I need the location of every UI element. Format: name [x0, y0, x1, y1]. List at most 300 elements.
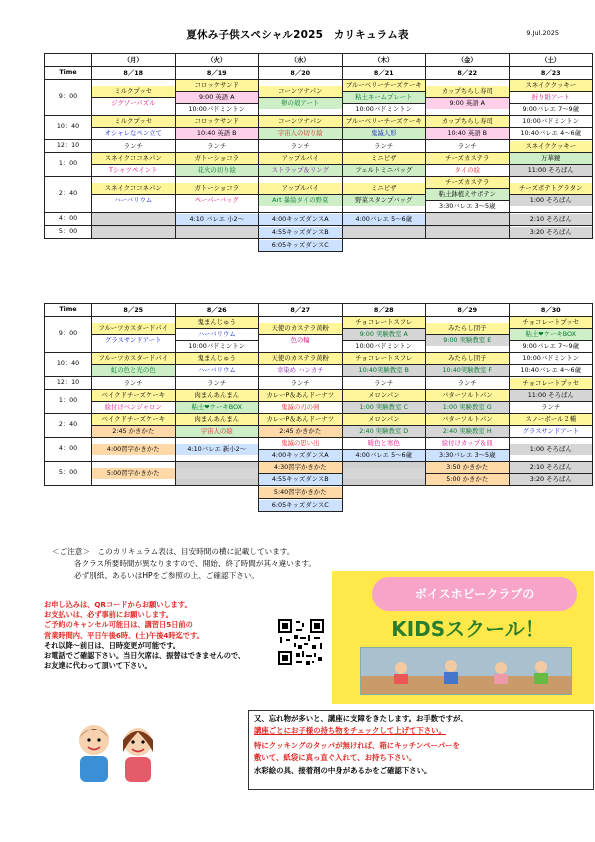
week2-extra-cell — [45, 499, 92, 512]
week2-table — [44, 303, 593, 512]
class-entry: 5:00 かきかた — [426, 473, 509, 485]
class-entry: みたらし団子 — [426, 353, 509, 364]
class-entry: バターソルトパン — [426, 390, 509, 401]
class-entry: 幸染め ハンカチ — [259, 364, 342, 376]
class-entry — [92, 214, 175, 225]
class-entry: 10:00バドミントン — [343, 340, 426, 352]
week2-class-cell — [509, 414, 593, 438]
class-entry: ランチ — [176, 141, 259, 152]
week1-class-cell — [342, 153, 426, 177]
class-entry: スネイククッキー — [510, 141, 593, 152]
week1-date-header: 8／21 — [342, 67, 426, 80]
class-entry — [176, 227, 259, 238]
class-entry: 10:00バドミントン — [343, 103, 426, 115]
week1-class-cell — [175, 116, 259, 140]
week2-class-cell — [426, 438, 510, 462]
class-entry: ランチ — [259, 141, 342, 152]
class-entry: 5:00習字かきかた — [92, 468, 175, 479]
week2-date-header: 8／27 — [259, 304, 343, 317]
week1-class-cell — [509, 80, 593, 116]
class-entry: メロンパン — [343, 414, 426, 425]
week2-time-slot: 5：00 — [45, 462, 92, 486]
week2-time-slot: 1：00 — [45, 390, 92, 414]
class-entry: チョコレートプッセ — [510, 317, 593, 328]
class-entry: 鬼滅の思い出 — [259, 438, 342, 449]
poster-photo — [360, 647, 572, 695]
week1-time-slot: 9：00 — [45, 80, 92, 116]
date-stamp: 9.Jul.2025 — [526, 29, 559, 37]
class-entry: 3:20 そろばん — [510, 473, 593, 485]
week2-date-header: 8／26 — [175, 304, 259, 317]
week1-class-cell — [342, 116, 426, 140]
class-entry: コロッケサンド — [176, 116, 259, 127]
class-entry: 9:00 実験教室 E — [426, 334, 509, 346]
class-entry — [92, 227, 175, 238]
week2-class-cell — [509, 438, 593, 462]
class-entry: ランチ — [426, 378, 509, 389]
class-entry: 野菜スタンプバッグ — [343, 194, 426, 206]
class-entry: 4:55キッズダンスB — [259, 227, 342, 238]
week1-class-cell — [509, 153, 593, 177]
notice-line-2: 各クラス所要時間が異なりますので、開始、終了時間が其々違います。 — [74, 559, 317, 568]
class-entry: 10:40 英語 B — [176, 127, 259, 139]
week2-class-cell — [175, 462, 259, 486]
class-entry: 1:00 そろばん — [510, 444, 593, 455]
week2-extra-cell — [92, 486, 176, 499]
class-entry: チーズカステラ — [426, 153, 509, 164]
week1-class-cell — [426, 153, 510, 177]
apply-line-5: それ以降～前日は、日時変更が可能です。 — [44, 640, 180, 650]
class-entry: 9:00 英語 A — [426, 97, 509, 109]
week2-date-header: 8／25 — [92, 304, 176, 317]
week1-time-slot: 2：40 — [45, 177, 92, 213]
class-entry: 10:00バドミントン — [176, 340, 259, 352]
week2-date-header: 8／29 — [426, 304, 510, 317]
class-entry: 6:05キッズダンスC — [259, 500, 342, 511]
week1-class-cell — [509, 140, 593, 153]
apply-line-3: ご予約のキャンセル可能日は、講習日5日前の — [44, 620, 193, 630]
page-title: 夏休み子供スペシャル2025 カリキュラム表 — [186, 29, 409, 41]
class-entry: ランチ — [343, 378, 426, 389]
classroom-photo-icon — [361, 648, 571, 694]
week1-corner — [45, 54, 92, 67]
class-entry: 粘土❤ケーキBOX — [176, 401, 259, 413]
qr-code-icon[interactable] — [276, 617, 326, 667]
week2-class-cell — [342, 390, 426, 414]
class-entry: 10:40実験教室 F — [426, 364, 509, 376]
class-entry: フェルトミニバッグ — [343, 164, 426, 176]
class-entry — [426, 214, 509, 225]
week2-time-slot: 9：00 — [45, 317, 92, 353]
notice-line-1: ＜ご注意＞ このカリキュラム表は、目安時間の横に記載しています。 — [52, 547, 295, 556]
week2-class-cell — [509, 317, 593, 353]
warning-line-3: 特にクッキングのタッパが無ければ、箱にキッチンペーパーを — [254, 741, 460, 750]
week2-class-cell — [426, 414, 510, 438]
class-entry: 粘土ネームプレート — [343, 91, 426, 103]
class-entry: 11:00 そろばん — [510, 164, 593, 176]
week1-class-cell — [342, 80, 426, 116]
class-entry: 4:00バレエ 5～6歳 — [343, 449, 426, 461]
class-entry: 宇宙人の絵 — [176, 425, 259, 437]
class-entry: チョコレートプッセ — [510, 378, 593, 389]
week2-extra-cell — [342, 499, 426, 512]
week1-time-slot: 12：10 — [45, 140, 92, 153]
class-entry: 1:00 実験教室 C — [343, 401, 426, 413]
class-entry: 10:40バレエ 4～6歳 — [510, 364, 593, 376]
class-entry: カレーP＆あんドーナツ — [259, 390, 342, 401]
week2-extra-cell — [175, 499, 259, 512]
week2-extra-cell — [259, 486, 343, 499]
apply-line-4: 営業時間内、平日午後6時、(土)午後4時迄です。 — [44, 630, 204, 640]
week1-class-cell — [259, 80, 343, 116]
week1-extra-cell — [426, 239, 510, 252]
week1-time-slot: 1：00 — [45, 153, 92, 177]
class-entry: ミニピザ — [343, 153, 426, 164]
week2-class-cell — [426, 377, 510, 390]
week2-class-cell — [259, 438, 343, 462]
class-entry: 3:20 そろばん — [510, 227, 593, 238]
week1-class-cell — [426, 80, 510, 116]
class-entry: 暖色と寒色 — [343, 438, 426, 449]
class-entry: ランチ — [343, 141, 426, 152]
class-entry: 2:10 そろばん — [510, 214, 593, 225]
class-entry: 9:00バレエ 7～9歳 — [510, 103, 593, 115]
week1-class-cell — [175, 213, 259, 226]
class-entry: 2:45 かきかた — [92, 425, 175, 437]
week2-extra-cell — [426, 486, 510, 499]
week1-class-cell — [426, 140, 510, 153]
class-entry: スネイクココネパン — [92, 183, 175, 194]
class-entry: ランチ — [426, 141, 509, 152]
warning-line-5: 水彩絵の具、接着剤の中身があるかをご確認下さい。 — [254, 766, 432, 775]
class-entry: バターソルトパン — [426, 414, 509, 425]
week1-day-header: （月） — [92, 54, 176, 67]
class-entry: ジグゾーパズル — [92, 97, 175, 109]
week2-class-cell — [259, 377, 343, 390]
class-entry: スネイククッキー — [510, 80, 593, 91]
week2-class-cell — [342, 414, 426, 438]
class-entry: 虹の色と光の色 — [92, 364, 175, 376]
class-entry: 粘土❤ケーキBOX — [510, 328, 593, 340]
week2-class-cell — [92, 438, 176, 462]
class-entry: コーンツナパン — [259, 86, 342, 97]
class-entry: 4:00キッズダンスA — [259, 214, 342, 225]
class-entry: ミルクプッセ — [92, 86, 175, 97]
week1-date-header: 8／23 — [509, 67, 593, 80]
class-entry: 宇宙人の切り絵 — [259, 127, 342, 139]
week2-class-cell — [175, 438, 259, 462]
week2-class-cell — [92, 353, 176, 377]
week2-class-cell — [342, 462, 426, 486]
kids-school-poster — [332, 571, 594, 704]
week2-class-cell — [426, 353, 510, 377]
week1-class-cell — [342, 226, 426, 239]
class-entry: ランチ — [259, 378, 342, 389]
week2-class-cell — [426, 390, 510, 414]
class-entry: 10:00バドミントン — [176, 103, 259, 115]
class-entry: スネイクココネパン — [92, 153, 175, 164]
week2-class-cell — [342, 377, 426, 390]
week1-class-cell — [259, 140, 343, 153]
week2-class-cell — [92, 377, 176, 390]
week2-class-cell — [426, 317, 510, 353]
class-entry: 3:30バレエ 3～5歳 — [426, 200, 509, 212]
week1-class-cell — [342, 177, 426, 213]
class-entry: 4:10バレエ 新小2～ — [176, 444, 259, 455]
week1-day-header: （木） — [342, 54, 426, 67]
class-entry: カレーP＆あんドーナツ — [259, 414, 342, 425]
week2-class-cell — [175, 317, 259, 353]
week2-extra-cell — [175, 486, 259, 499]
week2-extra-cell — [342, 486, 426, 499]
week1-table — [44, 53, 593, 252]
week1-time-label: Time — [45, 67, 92, 80]
class-entry: ストラップ＆リング — [259, 164, 342, 176]
class-entry: スノーボール２種 — [510, 414, 593, 425]
week1-class-cell — [509, 213, 593, 226]
class-entry: チーズポテトグラタン — [510, 183, 593, 194]
class-entry: ランチ — [92, 378, 175, 389]
week2-date-header: 8／28 — [342, 304, 426, 317]
class-entry: グラスサンドアート — [92, 334, 175, 346]
class-entry: チョコレートスフレ — [343, 317, 426, 328]
week2-class-cell — [509, 462, 593, 486]
class-entry: アップルパイ — [259, 153, 342, 164]
class-entry: フルーツカスタードパイ — [92, 323, 175, 334]
class-entry: チーズカステラ — [426, 177, 509, 188]
class-entry: みたらし団子 — [426, 323, 509, 334]
class-entry — [343, 227, 426, 238]
week1-time-slot: 4：00 — [45, 213, 92, 226]
class-entry: タイの絵 — [426, 164, 509, 176]
week1-class-cell — [259, 213, 343, 226]
week2-class-cell — [259, 353, 343, 377]
class-entry: 絵付けベンジャロン — [92, 401, 175, 413]
week1-class-cell — [92, 140, 176, 153]
class-entry: 色の輪 — [259, 334, 342, 346]
week1-class-cell — [92, 177, 176, 213]
week1-class-cell — [175, 177, 259, 213]
week1-extra-cell — [342, 239, 426, 252]
class-entry: 4:00バレエ 5～6歳 — [343, 214, 426, 225]
warning-line-2: 講座ごとにお子様の持ち物をチェックして上げて下さい。 — [254, 725, 446, 735]
week2-class-cell — [342, 317, 426, 353]
class-entry: ベイクドチーズケーキ — [92, 414, 175, 425]
week1-class-cell — [92, 80, 176, 116]
week1-class-cell — [259, 226, 343, 239]
children-illustration-icon — [60, 718, 172, 790]
week1-class-cell — [175, 140, 259, 153]
class-entry: ガトーショコラ — [176, 183, 259, 194]
class-entry: ランチ — [176, 378, 259, 389]
class-entry: 9:00 英語 A — [176, 91, 259, 103]
class-entry — [343, 468, 426, 479]
class-entry: 卵の殻アート — [259, 97, 342, 109]
week1-class-cell — [426, 226, 510, 239]
week1-extra-cell — [259, 239, 343, 252]
apply-line-2: お支払いは、必ず事前にお願いします。 — [44, 610, 173, 620]
class-entry: 2:10 そろばん — [510, 462, 593, 473]
poster-headline: KIDSスクール！ — [391, 617, 545, 641]
class-entry: 1:00 そろばん — [510, 194, 593, 206]
week2-class-cell — [92, 462, 176, 486]
class-entry: オシャレなペン立て — [92, 127, 175, 139]
class-entry: 2:40 実験教室 H — [426, 425, 509, 437]
class-entry: 2:45 かきかた — [259, 425, 342, 437]
week1-time-slot: 5：00 — [45, 226, 92, 239]
week1-day-header: （火） — [175, 54, 259, 67]
week1-class-cell — [509, 116, 593, 140]
week1-time-slot: 10：40 — [45, 116, 92, 140]
class-entry: ハーバリウム — [176, 328, 259, 340]
apply-line-7: お友達に代わって頂いて下さい。 — [44, 661, 152, 671]
warning-line-1: 又、忘れ物が多いと、講座に支障をきたします。お手数ですが、 — [254, 714, 468, 723]
week1-class-cell — [509, 177, 593, 213]
class-entry: 肉まんあんまん — [176, 414, 259, 425]
class-entry: ランチ — [510, 401, 593, 413]
class-entry — [426, 227, 509, 238]
class-entry: 5:40習字かきかた — [259, 487, 342, 498]
week1-class-cell — [175, 153, 259, 177]
class-entry: ミニピザ — [343, 183, 426, 194]
week1-class-cell — [92, 153, 176, 177]
week1-date-header: 8／22 — [426, 67, 510, 80]
week1-date-header: 8／18 — [92, 67, 176, 80]
class-entry: コーンツナパン — [259, 116, 342, 127]
class-entry: 10:00バドミントン — [510, 116, 593, 127]
class-entry: 10:40 英語 B — [426, 127, 509, 139]
week2-time-slot: 12：10 — [45, 377, 92, 390]
week2-class-cell — [342, 438, 426, 462]
week1-class-cell — [509, 226, 593, 239]
class-entry: ランチ — [92, 141, 175, 152]
class-entry: ミルクプッセ — [92, 116, 175, 127]
week1-class-cell — [175, 226, 259, 239]
class-entry: アップルパイ — [259, 183, 342, 194]
class-entry: ハーバリウム — [176, 364, 259, 376]
class-entry: 鬼滅の刃の剣 — [259, 401, 342, 413]
week1-class-cell — [426, 116, 510, 140]
week2-extra-cell — [92, 499, 176, 512]
week1-class-cell — [92, 213, 176, 226]
class-entry: フルーツカスタードパイ — [92, 353, 175, 364]
class-entry: 4:10 バレエ 小2～ — [176, 214, 259, 225]
week2-class-cell — [509, 353, 593, 377]
class-entry: ブルーベリーチーズケーキ — [343, 116, 426, 127]
class-entry: 4:00習字かきかた — [92, 444, 175, 455]
week1-extra-cell — [92, 239, 176, 252]
class-entry: Art 暴絵タイの野菜 — [259, 194, 342, 206]
class-entry: 花火の切り絵 — [176, 164, 259, 176]
class-entry: 6:05キッズダンスC — [259, 240, 342, 251]
class-entry: ブルーベリーチーズケーキ — [343, 80, 426, 91]
notice-line-3: 必ず別紙、あるいはHPをご参照の上、ご確認下さい。 — [74, 571, 259, 580]
week2-time-slot: 10：40 — [45, 353, 92, 377]
class-entry: カップちらし寿司 — [426, 116, 509, 127]
week2-date-header: 8／30 — [509, 304, 593, 317]
week2-extra-cell — [259, 499, 343, 512]
class-entry: 肉まんあんまん — [176, 390, 259, 401]
week1-class-cell — [259, 177, 343, 213]
week2-class-cell — [259, 390, 343, 414]
class-entry: 粘土鉢植えサボテン — [426, 188, 509, 200]
class-entry: 3:50 かきかた — [426, 462, 509, 473]
week2-time-slot: 2：40 — [45, 414, 92, 438]
week1-day-header: （金） — [426, 54, 510, 67]
class-entry — [176, 468, 259, 479]
week2-class-cell — [175, 377, 259, 390]
class-entry: ガトーショコラ — [176, 153, 259, 164]
week1-class-cell — [92, 116, 176, 140]
week1-class-cell — [342, 213, 426, 226]
week2-class-cell — [92, 317, 176, 353]
class-entry: 万華鏡 — [510, 153, 593, 164]
week2-extra-cell — [45, 486, 92, 499]
class-entry: 1:00 実験教室 G — [426, 401, 509, 413]
week2-class-cell — [175, 353, 259, 377]
class-entry: ペーパーバッグ — [176, 194, 259, 206]
week2-extra-cell — [426, 499, 510, 512]
week1-class-cell — [175, 80, 259, 116]
week1-class-cell — [259, 153, 343, 177]
class-entry: 3:30バレエ 3～5歳 — [426, 449, 509, 461]
week2-class-cell — [92, 414, 176, 438]
poster-logo: ボイスホビークラブの — [372, 577, 577, 611]
week1-class-cell — [259, 116, 343, 140]
week1-extra-cell — [175, 239, 259, 252]
class-entry: 11:00 そろばん — [510, 390, 593, 401]
class-entry: 9:00 実験教室 A — [343, 328, 426, 340]
class-entry: グラスサンドアート — [510, 425, 593, 437]
week1-class-cell — [426, 177, 510, 213]
warning-line-4: 敷いて、紙袋に真っ直ぐ入れて、お持ち下さい。 — [254, 752, 417, 762]
apply-line-1: お申し込みは、QRコードからお願いします。 — [44, 600, 192, 609]
week2-time-slot: 4：00 — [45, 438, 92, 462]
week2-extra-cell — [509, 499, 593, 512]
apply-line-6: お電話でご確認下さい。当日欠席は、振替はできませんので、 — [44, 651, 246, 661]
class-entry: Tシャツペイント — [92, 164, 175, 176]
week1-day-header: （土） — [509, 54, 593, 67]
week2-class-cell — [175, 390, 259, 414]
class-entry: 鬼まんじゅう — [176, 317, 259, 328]
week1-date-header: 8／19 — [175, 67, 259, 80]
warning-box — [248, 710, 594, 790]
week1-day-header: （水） — [259, 54, 343, 67]
class-entry: 鬼まんじゅう — [176, 353, 259, 364]
week2-class-cell — [175, 414, 259, 438]
class-entry: ハーバリウム — [92, 194, 175, 206]
class-entry: 天使のカステラ黄粉 — [259, 353, 342, 364]
class-entry: 2:40 実験教室 D — [343, 425, 426, 437]
class-entry: 絵付けカップ＆皿 — [426, 438, 509, 449]
week2-class-cell — [259, 414, 343, 438]
week2-class-cell — [509, 390, 593, 414]
week2-class-cell — [259, 462, 343, 486]
week1-class-cell — [92, 226, 176, 239]
class-entry: 天使のカステラ黄粉 — [259, 323, 342, 334]
week1-class-cell — [342, 140, 426, 153]
class-entry: 鬼滅人形 — [343, 127, 426, 139]
week2-class-cell — [92, 390, 176, 414]
class-entry: ベイクドチーズケーキ — [92, 390, 175, 401]
week2-extra-cell — [509, 486, 593, 499]
class-entry: 10:40バレエ 4～6歳 — [510, 127, 593, 139]
class-entry: 折り紙アート — [510, 91, 593, 103]
week1-extra-cell — [509, 239, 593, 252]
week2-time-label: Time — [45, 304, 92, 317]
week1-extra-cell — [45, 239, 92, 252]
class-entry: チョコレートスフレ — [343, 353, 426, 364]
